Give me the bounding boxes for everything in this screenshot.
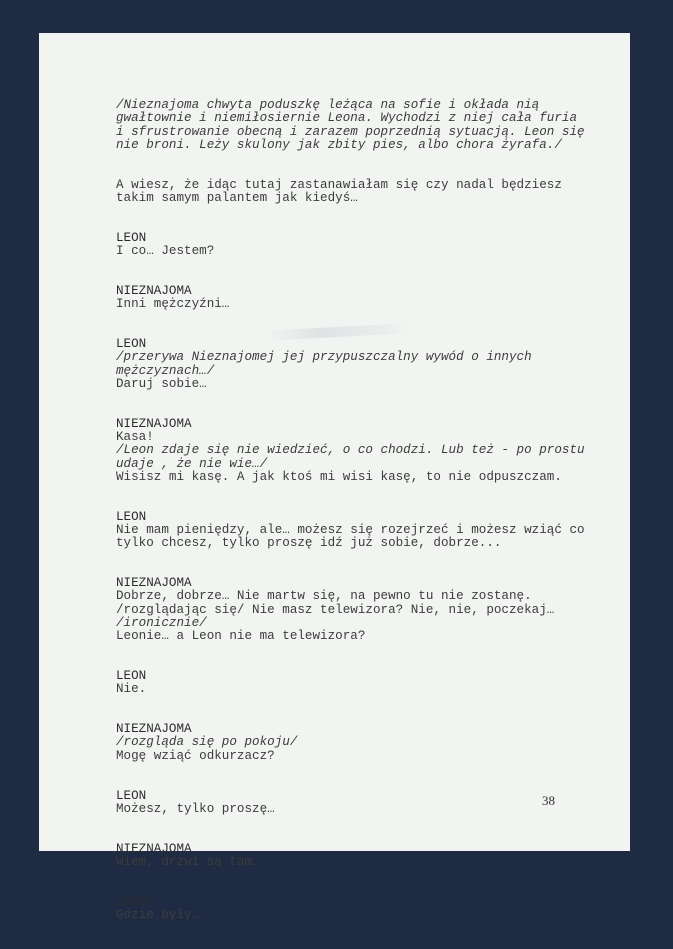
text-line: Daruj sobie… xyxy=(116,376,207,391)
text-line: i sfrustrowanie obecną i zarazem poprzednią sytuacją. Leon się xyxy=(116,124,585,139)
text-line: Inni mężczyźni… xyxy=(116,297,230,312)
text-line: Nie mam pieniędzy, ale… możesz się rozejrzeć i możesz wziąć co xyxy=(116,522,585,537)
text-line: Gdzie były… xyxy=(116,907,200,922)
speaker-name: NIEZNAJOMA xyxy=(116,841,192,856)
text-line: nie broni. Leży skulony jak zbity pies, albo chora żyrafa./ xyxy=(116,137,562,152)
speaker-name: LEON xyxy=(116,336,147,351)
text-line: A wiesz, że idąc tutaj zastanawiałam się czy nadal będziesz xyxy=(116,177,562,192)
speaker-name: NIEZNAJOMA xyxy=(116,576,192,591)
text-line: gwałtownie i niemiłosiernie Leona. Wychodzi z niej cała furia xyxy=(116,111,578,126)
dialogue-block xyxy=(116,670,566,697)
dialogue-block xyxy=(116,790,566,817)
script-text xyxy=(116,98,585,949)
dialogue-block xyxy=(116,416,585,484)
text-line: I co… Jestem? xyxy=(116,244,215,259)
text-line: tylko chcesz, tylko proszę idź już sobie, dobrze... xyxy=(116,536,502,551)
page-number: 38 xyxy=(542,793,555,808)
text-line: Mogę wziąć odkurzacz? xyxy=(116,748,275,763)
dialogue-block xyxy=(116,577,566,643)
text-line: takim samym palantem jak kiedyś… xyxy=(116,190,358,205)
document-page xyxy=(39,33,630,922)
speaker-name: LEON xyxy=(116,669,147,684)
dialogue-block xyxy=(116,338,566,391)
speaker-name: NIEZNAJOMA xyxy=(116,722,192,737)
stage-direction: /przerywa Nieznajomej jej przypuszczalny wywód o innych xyxy=(116,350,532,365)
dialogue-block xyxy=(116,509,585,551)
dialogue-block xyxy=(116,843,566,870)
stage-direction: /Leon zdaje się nie wiedzieć, o co chodzi. Lub też - po prostu xyxy=(116,443,585,458)
dialogue-block xyxy=(116,723,566,763)
speaker-name: LEON xyxy=(116,788,147,803)
text-line: Dobrze, dobrze… Nie martw się, na pewno tu nie zostanę. xyxy=(116,589,532,604)
text-line: Kasa! xyxy=(116,429,154,444)
speaker-name: NIEZNAJOMA xyxy=(116,416,192,431)
text-line: Wiem, drzwi są tam… xyxy=(116,854,260,869)
stage-direction: /rozgląda się po pokoju/ xyxy=(116,735,298,750)
speaker-name: LEON xyxy=(116,230,147,245)
dialogue-block xyxy=(116,232,566,259)
stage-direction-block xyxy=(116,98,585,152)
stage-direction: /ironicznie/ xyxy=(116,615,207,630)
dialogue-block xyxy=(116,179,566,206)
text-line: /rozglądając się/ Nie masz telewizora? Nie, nie, poczekaj… xyxy=(116,602,555,617)
text-line: /Nieznajoma chwyta poduszkę leżąca na sofie i okłada nią xyxy=(116,98,540,112)
stage-direction: mężczyznach…/ xyxy=(116,363,215,378)
text-line: Wisisz mi kasę. A jak ktoś mi wisi kasę, to nie odpuszczam. xyxy=(116,469,562,484)
stage-direction: udaje , że nie wie…/ xyxy=(116,456,268,471)
dialogue-block xyxy=(116,285,566,312)
text-line: Możesz, tylko proszę… xyxy=(116,801,275,816)
text-line: Leonie… a Leon nie ma telewizora? xyxy=(116,629,366,644)
speaker-name: NIEZNAJOMA xyxy=(116,283,192,298)
speaker-name: LEON xyxy=(116,894,147,909)
speaker-name: LEON xyxy=(116,509,147,524)
text-line: Nie. xyxy=(116,682,147,697)
